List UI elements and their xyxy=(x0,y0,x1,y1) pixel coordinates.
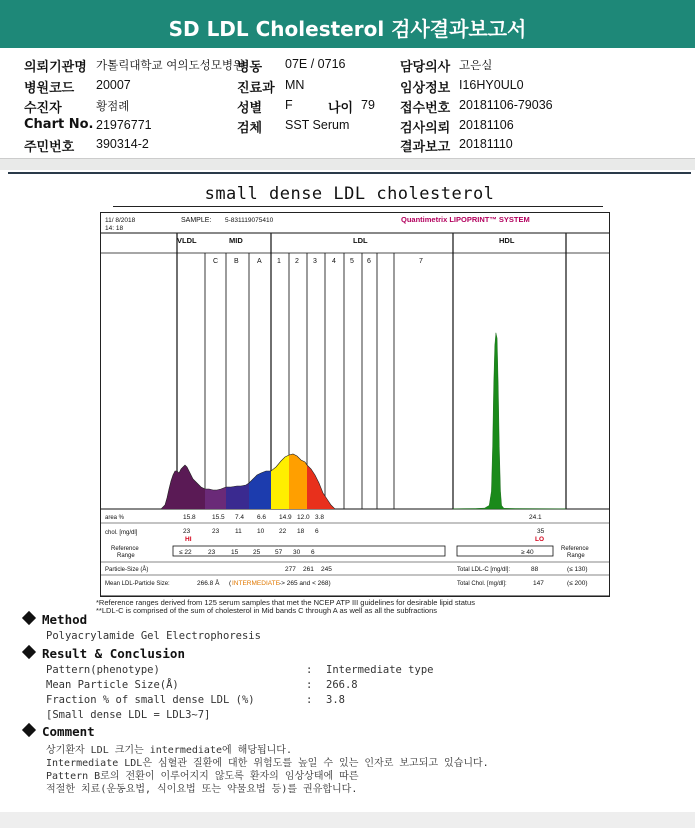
label-accession: 접수번호 xyxy=(400,101,451,116)
ref-value: 23 xyxy=(208,549,216,556)
brand-name: Quantimetrix LIPOPRINT™ SYSTEM xyxy=(401,215,530,224)
value-ward: 07E / 0716 xyxy=(285,57,346,71)
ldl2-fraction xyxy=(289,454,307,509)
band-label: 7 xyxy=(419,258,423,265)
label-sex: 성별 xyxy=(237,101,263,116)
value-accession: 20181106-79036 xyxy=(459,98,553,112)
mean-value: 266.8 Å xyxy=(197,580,220,587)
label-ward: 병동 xyxy=(237,60,263,75)
ref-label-2: Range xyxy=(117,553,135,559)
mid-a-fraction xyxy=(249,471,271,509)
band-label: A xyxy=(257,258,262,265)
hdl-chol-value: 35 xyxy=(537,528,545,535)
total-ldl-ref: (≤ 130) xyxy=(567,566,588,573)
band-label: 4 xyxy=(332,258,336,265)
result-sep-1: : xyxy=(306,664,313,676)
result-sep-3: : xyxy=(306,694,313,706)
method-heading xyxy=(24,612,87,627)
comment-line-1: 상기환자 LDL 크기는 intermediate에 해당됩니다. xyxy=(46,745,292,756)
area-label: area % xyxy=(105,515,125,521)
area-value: 15.5 xyxy=(212,514,225,521)
chol-value: 23 xyxy=(212,528,220,535)
value-patient: 황점례 xyxy=(96,99,130,113)
group-mid: MID xyxy=(229,236,243,245)
report-header xyxy=(0,0,695,48)
comment-title: Comment xyxy=(42,724,95,739)
value-requesting-institution: 가톨릭대학교 여의도성모병원 xyxy=(96,58,245,72)
label-age: 나이 xyxy=(328,101,354,116)
ref-value: 15 xyxy=(231,549,239,556)
particle-value: 261 xyxy=(303,566,314,573)
chol-value: 10 xyxy=(257,528,265,535)
label-specimen: 검체 xyxy=(237,121,263,136)
group-ldl: LDL xyxy=(353,236,368,245)
chol-label: chol. [mg/dl] xyxy=(105,530,138,536)
band-label: 3 xyxy=(313,258,317,265)
label-doctor: 담당의사 xyxy=(400,60,451,75)
area-value: 7.4 xyxy=(235,514,245,521)
sample-id: 5-831119075410 xyxy=(225,217,274,224)
total-chol-label: Total Chol. [mg/dl]: xyxy=(457,581,507,587)
patient-info xyxy=(0,48,695,160)
value-chart-no: 21976771 xyxy=(96,118,152,132)
label-clinical-info: 임상정보 xyxy=(400,81,451,96)
value-sex: F xyxy=(285,98,293,112)
report-title: SD LDL Cholesterol 검사결과보고서 xyxy=(168,17,527,41)
diamond-bullet-icon xyxy=(22,611,36,625)
comment-line-2: Intermediate LDL은 심혈관 질환에 대한 위험도를 높일 수 있는 인자로 보고되고 있습니다. xyxy=(46,758,489,769)
ref-value: 30 xyxy=(293,549,301,556)
comment-line-4: 적절한 치료(운동요법, 식이요법 또는 약물요법 등)를 권유합니다. xyxy=(46,784,358,795)
label-department: 진료과 xyxy=(237,81,275,96)
particle-value: 245 xyxy=(321,566,332,573)
label-patient: 수진자 xyxy=(24,101,62,116)
band-label: 1 xyxy=(277,258,281,265)
footnote-1: *Reference ranges derived from 125 serum samples that met the NCEP ATP III guidelines for desirable lipid status xyxy=(96,598,475,607)
lipoprint-chart xyxy=(100,212,610,597)
method-text: Polyacrylamide Gel Electrophoresis xyxy=(46,630,261,642)
result-key-1: Pattern(phenotype) xyxy=(46,664,160,676)
hdl-flag: LO xyxy=(535,536,545,543)
chol-value: 22 xyxy=(279,528,287,535)
mean-rest: -> 265 and < 268) xyxy=(279,580,331,587)
band-label: 5 xyxy=(350,258,354,265)
group-hdl: HDL xyxy=(499,236,515,245)
vldl-fraction xyxy=(161,465,205,509)
section-divider xyxy=(0,158,695,170)
area-value: 3.8 xyxy=(315,514,325,521)
page-bottom-band xyxy=(0,812,695,828)
particle-label: Particle-Size (Å) xyxy=(105,567,149,573)
mean-intermediate: INTERMEDIATE xyxy=(232,580,280,587)
result-key-3: Fraction % of small dense LDL (%) xyxy=(46,694,255,706)
result-value-1: Intermediate type xyxy=(326,664,434,676)
chol-value: 18 xyxy=(297,528,305,535)
footnote-2: **LDL-C is comprised of the sum of cholesterol in Mid bands C through A as well as all the subfractions xyxy=(96,606,438,615)
result-value-3: 3.8 xyxy=(326,694,345,706)
total-chol-ref: (≤ 200) xyxy=(567,580,588,587)
area-value: 14.9 xyxy=(279,514,292,521)
value-specimen: SST Serum xyxy=(285,118,350,132)
comment-heading xyxy=(24,724,95,739)
ldl1-fraction xyxy=(271,455,289,509)
area-value: 15.8 xyxy=(183,514,196,521)
chart-date: 11/ 8/2018 xyxy=(105,217,136,224)
value-request-date: 20181106 xyxy=(459,118,514,132)
chol-value: 11 xyxy=(235,528,242,535)
particle-value: 277 xyxy=(285,566,296,573)
value-doctor: 고은실 xyxy=(459,58,493,72)
diamond-bullet-icon xyxy=(22,723,36,737)
label-chart-no: Chart No. xyxy=(24,117,94,132)
band-label: C xyxy=(213,258,219,265)
value-resident-no: 390314-2 xyxy=(96,137,149,151)
comment-line-3: Pattern B로의 전환이 이루어지지 않도록 환자의 임상상태에 따른 xyxy=(46,771,359,782)
chol-value: 6 xyxy=(315,528,319,535)
label-hospital-code: 병원코드 xyxy=(24,81,75,96)
chol-flag: HI xyxy=(185,536,192,543)
lipoprint-report xyxy=(8,172,691,812)
ref-value: ≤ 22 xyxy=(179,549,192,556)
chart-time: 14: 18 xyxy=(105,225,124,232)
hdl-ref-value: ≥ 40 xyxy=(521,549,534,556)
value-hospital-code: 20007 xyxy=(96,78,131,92)
label-report-date: 결과보고 xyxy=(400,140,451,155)
result-title: Result & Conclusion xyxy=(42,646,185,661)
mean-label: Mean LDL-Particle Size: xyxy=(105,581,170,587)
band-label: 6 xyxy=(367,258,371,265)
ldl3-fraction xyxy=(307,465,335,509)
report-section-title: small dense LDL cholesterol xyxy=(204,184,495,204)
label-resident-no: 주민번호 xyxy=(24,140,75,155)
title-underline xyxy=(113,206,603,207)
result-value-2: 266.8 xyxy=(326,679,358,691)
result-note: [Small dense LDL = LDL3~7] xyxy=(46,709,211,721)
total-ldl-value: 88 xyxy=(531,566,539,573)
group-vldl: VLDL xyxy=(177,236,197,245)
ref-value: 6 xyxy=(311,549,315,556)
mean-open: ( xyxy=(229,580,232,587)
ref-label-1: Reference xyxy=(111,546,139,552)
value-report-date: 20181110 xyxy=(459,137,513,151)
area-value: 12.0 xyxy=(297,514,310,521)
result-sep-2: : xyxy=(306,679,313,691)
total-chol-value: 147 xyxy=(533,580,544,587)
diamond-bullet-icon xyxy=(22,645,36,659)
area-value: 6.6 xyxy=(257,514,267,521)
result-key-2: Mean Particle Size(Å) xyxy=(46,679,179,691)
band-label: B xyxy=(234,258,239,265)
hdl-area-value: 24.1 xyxy=(529,514,542,521)
ref-value: 25 xyxy=(253,549,261,556)
value-age: 79 xyxy=(361,98,375,112)
ref-label-right-1: Reference xyxy=(561,546,589,552)
hdl-peak xyxy=(453,333,566,509)
sample-label: SAMPLE: xyxy=(181,217,212,224)
value-clinical-info: I16HY0UL0 xyxy=(459,78,524,92)
lipoprint-svg xyxy=(101,213,609,596)
label-request-date: 검사의뢰 xyxy=(400,121,451,136)
chol-value: 23 xyxy=(183,528,191,535)
method-title: Method xyxy=(42,612,88,627)
ref-label-right-2: Range xyxy=(567,553,585,559)
band-label: 2 xyxy=(295,258,299,265)
ref-box-hdl xyxy=(457,546,553,556)
value-department: MN xyxy=(285,78,305,92)
total-ldl-label: Total LDL-C [mg/dl]: xyxy=(457,567,511,573)
result-heading xyxy=(24,646,185,661)
label-requesting-institution: 의뢰기관명 xyxy=(24,60,87,75)
ref-value: 57 xyxy=(275,549,283,556)
